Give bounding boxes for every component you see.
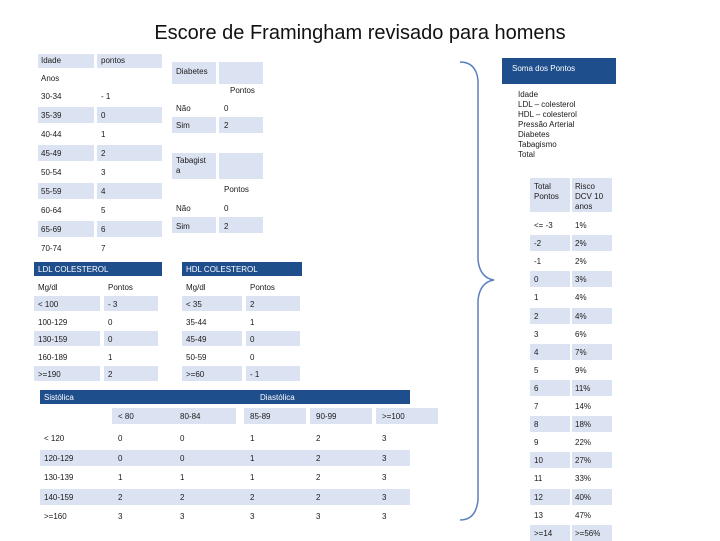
ldl-pontos: 0 [108,318,113,327]
risco-dcv-col: Risco DCV 10 anos [575,182,604,211]
pa-cell-value: 2 [250,493,255,502]
risco-value: 9% [575,366,587,375]
risco-total: 1 [534,293,539,302]
idade-faixa: 65-69 [41,225,62,234]
pa-cell-value: 2 [118,493,123,502]
risco-total: 4 [534,348,539,357]
hdl-faixa: 45-49 [186,335,207,344]
risco-total: -1 [534,257,542,266]
hdl-pontos: 2 [250,300,255,309]
page-title: Escore de Framingham revisado para homens [154,22,566,44]
tabagismo-empty-cell [219,153,263,179]
pa-cell-value: 3 [316,512,321,521]
hdl-unit-col: Mg/dl [186,283,206,292]
pa-cell-value: 1 [180,473,185,482]
soma-item: LDL – colesterol [518,100,576,109]
risco-total: 10 [534,456,543,465]
risco-value: 7% [575,348,587,357]
pa-col-label: >=100 [382,412,405,421]
soma-item: Total [518,150,535,159]
risco-total: 11 [534,474,543,483]
risco-value: >=56% [575,529,601,538]
ldl-pontos: 2 [108,370,113,379]
risco-value: 3% [575,275,587,284]
ldl-faixa: 160-189 [38,353,68,362]
risco-value: 18% [575,420,592,429]
risco-value: 2% [575,239,587,248]
diastolica-label: Diastólica [260,393,295,402]
risco-total: 3 [534,330,539,339]
pa-row-label: 120-129 [44,454,74,463]
soma-item: HDL – colesterol [518,110,577,119]
pa-cell-value: 3 [250,512,255,521]
risco-value: 6% [575,330,587,339]
idade-pontos: 5 [101,206,106,215]
risco-total: 13 [534,511,543,520]
risco-value: 1% [575,221,587,230]
pa-row-label: < 120 [44,434,65,443]
risco-value: 27% [575,456,592,465]
idade-pontos: 6 [101,225,106,234]
idade-row-band [97,107,162,123]
hdl-faixa: < 35 [186,300,202,309]
idade-pontos: 2 [101,149,106,158]
pa-col-label: 80-84 [180,412,201,421]
pa-cell-value: 0 [118,454,123,463]
hdl-header-label: HDL COLESTEROL [186,265,258,274]
idade-faixa: 45-49 [41,149,62,158]
ldl-header [34,262,162,276]
idade-faixa: 35-39 [41,111,62,120]
hdl-pontos: 0 [250,353,255,362]
idade-faixa: 70-74 [41,244,62,253]
soma-item: Tabagismo [518,140,557,149]
idade-sub-label: Anos [41,74,60,83]
pa-cell-value: 1 [118,473,123,482]
tabagismo-pontos-label: Pontos [224,185,249,194]
pa-row-label: 140-159 [44,493,74,502]
idade-pontos-col-label: pontos [101,56,126,65]
pa-col-label: 90-99 [316,412,337,421]
pa-row-label: >=160 [44,512,67,521]
pa-header [40,390,410,404]
tabagismo-nao-value: 0 [224,204,229,213]
pa-cell-value: 3 [382,512,387,521]
diabetes-pontos-label: Pontos [230,86,255,95]
risco-total: 2 [534,312,539,321]
risco-value: 14% [575,402,592,411]
idade-row-band [97,145,162,161]
hdl-pontos-col: Pontos [250,283,275,292]
pa-cell-value: 2 [316,473,321,482]
tabagismo-sim-value: 2 [224,222,229,231]
tabagismo-sim-label: Sim [176,222,190,231]
risco-total: >=14 [534,529,553,538]
ldl-faixa: 100-129 [38,318,68,327]
risco-total: <= -3 [534,221,553,230]
idade-pontos: 0 [101,111,106,120]
hdl-pontos: 0 [250,335,255,344]
idade-faixa: 40-44 [41,130,62,139]
pa-cell-value: 2 [316,434,321,443]
sistolica-label: Sistólica [44,393,74,402]
diabetes-nao-value: 0 [224,104,229,113]
diabetes-label: Diabetes [176,67,208,76]
idade-pontos: 1 [101,130,106,139]
diabetes-sim-value: 2 [224,121,229,130]
pa-cell-value: 1 [250,434,255,443]
soma-header-label: Soma dos Pontos [512,64,576,73]
hdl-faixa: 35-44 [186,318,207,327]
ldl-pontos: 0 [108,335,113,344]
idade-pontos: 3 [101,168,106,177]
risco-total: 8 [534,420,539,429]
pa-cell-value: 3 [180,512,185,521]
idade-pontos: 4 [101,187,106,196]
risco-total: 12 [534,493,543,502]
ldl-faixa: 130-159 [38,335,68,344]
idade-pontos: - 1 [101,92,111,101]
soma-item: Pressão Arterial [518,120,575,129]
ldl-pontos: - 3 [108,300,118,309]
risco-value: 47% [575,511,592,520]
hdl-pontos: - 1 [250,370,260,379]
risco-value: 4% [575,293,587,302]
risco-value: 4% [575,312,587,321]
ldl-pontos-col: Pontos [108,283,133,292]
risco-total: 7 [534,402,539,411]
risco-total: -2 [534,239,542,248]
pa-cell-value: 1 [250,454,255,463]
ldl-faixa: >=190 [38,370,61,379]
pa-col-label: 85-89 [250,412,271,421]
pa-row-band [40,450,410,466]
pa-row-band [40,489,410,505]
risco-total-col: Total Pontos [534,182,559,201]
pa-cell-value: 3 [382,434,387,443]
pa-cell-value: 1 [250,473,255,482]
pa-row-label: 130-139 [44,473,74,482]
pa-cell-value: 2 [316,493,321,502]
idade-faixa: 30-34 [41,92,62,101]
risco-total: 0 [534,275,539,284]
pa-col-label: < 80 [118,412,134,421]
ldl-pontos: 1 [108,353,113,362]
pa-cell-value: 3 [382,493,387,502]
risco-total: 6 [534,384,539,393]
soma-header [502,58,616,84]
idade-col-label: Idade [41,56,62,65]
risco-total: 5 [534,366,539,375]
pa-cell-value: 3 [382,454,387,463]
pa-cell-value: 2 [316,454,321,463]
idade-faixa: 50-54 [41,168,62,177]
hdl-pontos: 1 [250,318,255,327]
tabagismo-nao-label: Não [176,204,191,213]
soma-item: Idade [518,90,539,99]
pa-cell-value: 3 [118,512,123,521]
diabetes-sim-label: Sim [176,121,190,130]
ldl-unit-col: Mg/dl [38,283,58,292]
risco-total: 9 [534,438,539,447]
risco-value: 33% [575,474,592,483]
idade-row-band [97,221,162,237]
pa-cell-value: 2 [180,493,185,502]
tabagismo-label: Tabagist a [176,156,206,175]
diabetes-empty-cell [219,62,263,84]
ldl-faixa: < 100 [38,300,59,309]
hdl-faixa: 50-59 [186,353,207,362]
diabetes-nao-label: Não [176,104,191,113]
pa-cell-value: 0 [180,434,185,443]
risco-value: 2% [575,257,587,266]
risco-value: 22% [575,438,592,447]
idade-faixa: 60-64 [41,206,62,215]
risco-value: 40% [575,493,592,502]
idade-row-band [97,183,162,199]
risco-value: 11% [575,384,591,393]
hdl-header [182,262,302,276]
pa-cell-value: 0 [180,454,185,463]
pa-cell-value: 3 [382,473,387,482]
ldl-header-label: LDL COLESTEROL [38,265,109,274]
hdl-faixa: >=60 [186,370,205,379]
pa-cell-value: 0 [118,434,123,443]
idade-faixa: 55-59 [41,187,62,196]
soma-item: Diabetes [518,130,550,139]
idade-pontos: 7 [101,244,106,253]
